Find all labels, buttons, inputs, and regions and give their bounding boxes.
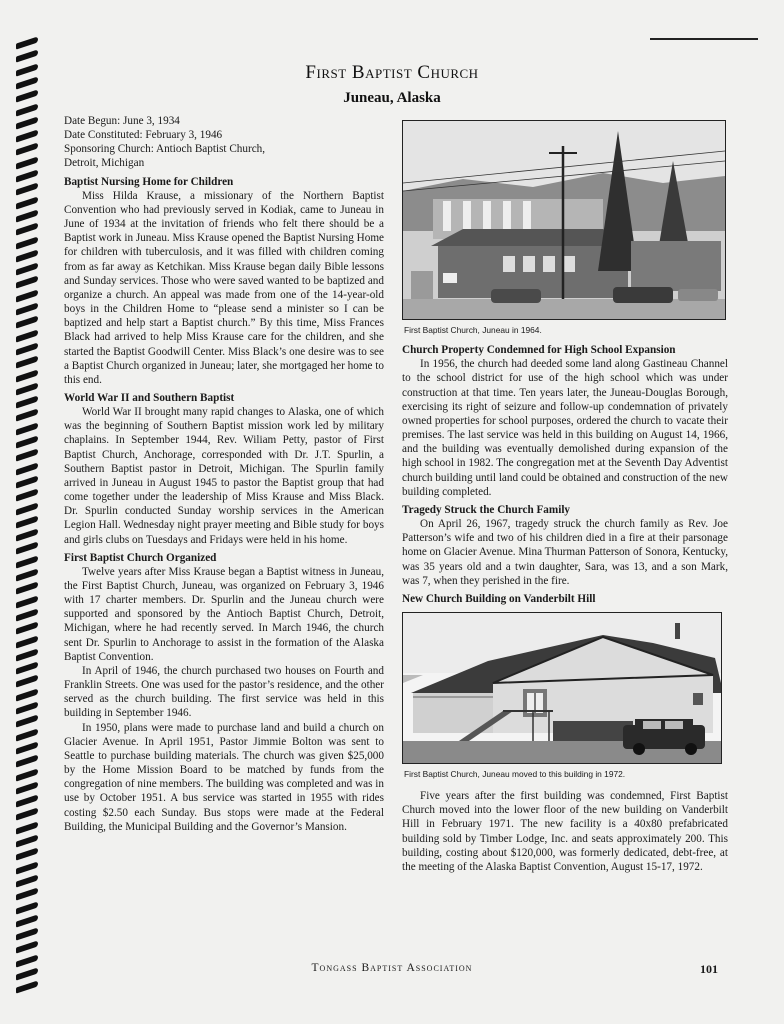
section-heading: Church Property Condemned for High School Expansion: [402, 344, 676, 357]
date-begun: Date Begun: June 3, 1934: [64, 115, 180, 127]
binding-coil: [16, 302, 38, 315]
binding-coil: [16, 795, 38, 808]
page-title: First Baptist Church: [305, 62, 479, 83]
binding-coil: [16, 223, 38, 236]
binding-coil: [16, 914, 38, 927]
section-heading: New Church Building on Vanderbilt Hill: [402, 592, 596, 605]
sponsoring-church-location: Detroit, Michigan: [64, 157, 145, 170]
binding-coil: [16, 422, 38, 435]
binding-coil: [16, 568, 38, 581]
binding-coil: [16, 941, 38, 954]
binding-coil: [16, 156, 38, 169]
section-paragraph: World War II brought many rapid changes to Alaska, one of which was the beginning of Southern Baptist mission work led by military chaplains. In September 1944, Rev. Wiliam Petty, pastor of First Baptist Church, Anchorage, corresponded with Dr. J.T. Spurlin, a Southern Baptist pastor in Detroit, Michigan. The Spurlin family arrived in Juneau in August 1945 to pastor the Baptist group that had come together under the leadership of Miss Krause and Miss Black. Dr. Spurlin conducted Sunday worship services in the American Legion Hall. Wednesday night prayer meeting and Bible study for boys and girls clubs on Tuesdays and Fridays were held in his home.: [64, 406, 384, 546]
binding-coil: [16, 329, 38, 342]
section-paragraph: Miss Hilda Krause, a missionary of the Northern Baptist Convention who had previously served in Kodiak, came to Juneau in June of 1934 at the invitation of friends who felt there should be a Baptist work in Juneau. Miss Krause opened the Baptist Nursing Home for children with tuberculosis, and it was filled with children coming from as far away as Ketchikan. Miss Krause began daily Bible lessons and Sunday services. Those who were saved wanted to be baptized and organize a church. An appeal was made from one of the 14-year-old boys in the Children Home to “please send a minister so I can be baptized and help start a Baptist church.” By this time, Miss Frances Black had arrived to help Miss Krause care for the children, and she started the Baptist Goodwill Center. Miss Black’s one desire was to see a Baptist Church organized in Juneau; later, she mortgaged her home to this end.: [64, 189, 384, 386]
section-paragraph: In 1956, the church had deeded some land along Gastineau Channel to the school district for use of the high school which was under construction at that time. Ten years later, the Juneau-Douglas Borough, exercising its right of seizure and follow-up condemnation of privately owned properties for school purposes, ordered the church to vacate their premises. The last service was held in this building on August 14, 1966, and the building was eventually demolished during expansion of the high school in 1982. The congregation met at the Seventh Day Adventist church building until land could be obtained and construction of the new building completed.: [402, 358, 728, 498]
binding-coil: [16, 409, 38, 422]
binding-coil: [16, 542, 38, 555]
binding-coil: [16, 741, 38, 754]
binding-coil: [16, 236, 38, 249]
section-heading: World War II and Southern Baptist: [64, 391, 235, 404]
binding-coil: [16, 169, 38, 182]
binding-coil: [16, 489, 38, 502]
binding-coil: [16, 808, 38, 821]
footer-organization: Tongass Baptist Association: [311, 962, 473, 974]
binding-coil: [16, 209, 38, 222]
binding-coil: [16, 688, 38, 701]
binding-coil: [16, 821, 38, 834]
binding-coil: [16, 662, 38, 675]
binding-coil: [16, 834, 38, 847]
left-column: [64, 114, 384, 834]
binding-coil: [16, 874, 38, 887]
binding-coil: [16, 502, 38, 515]
binding-coil: [16, 529, 38, 542]
binding-coil: [16, 608, 38, 621]
page-subtitle: Juneau, Alaska: [343, 90, 441, 106]
binding-coil: [16, 116, 38, 129]
section-heading: Tragedy Struck the Church Family: [402, 503, 571, 516]
binding-coil: [16, 435, 38, 448]
binding-coil: [16, 888, 38, 901]
binding-coil: [16, 462, 38, 475]
binding-coil: [16, 183, 38, 196]
section-paragraph: In 1950, plans were made to purchase land and build a church on Glacier Avenue. In April 1951, Pastor Jimmie Bolton was sent to Seattle to purchase building materials. The church was given $25,000 by the Home Mission Board to be matched by funds from the congregation of nine members. The building was completed and was in use by October 1951. A bus service was started in 1955 with rides costing $2.50 each Sunday. Bus stops were made at the Federal Building, the Municipal Building and the Governor’s Mansion.: [64, 721, 384, 833]
section-heading: First Baptist Church Organized: [64, 551, 217, 564]
binding-coil: [16, 36, 38, 49]
binding-coil: [16, 342, 38, 355]
closing-paragraph: Five years after the first building was condemned, First Baptist Church moved into the lower floor of the new building on Vanderbilt Hill in February 1971. The new facility is a 40x80 prefabricated building sold by Timber Lodge, Inc. and seats approximately 200. This building, costing about $120,000, was formerly dedicated, debt-free, at the meeting of the Alaska Baptist Convention, August 15-17, 1972.: [402, 790, 728, 873]
binding-coil: [16, 928, 38, 941]
binding-coil: [16, 316, 38, 329]
binding-coil: [16, 781, 38, 794]
binding-coil: [16, 701, 38, 714]
binding-coil: [16, 728, 38, 741]
binding-coil: [16, 595, 38, 608]
photo-caption: First Baptist Church, Juneau in 1964.: [404, 325, 542, 335]
binding-coil: [16, 475, 38, 488]
page-number: 101: [700, 962, 718, 976]
binding-coil: [16, 356, 38, 369]
section-paragraph: In April of 1946, the church purchased two houses on Fourth and Franklin Streets. One was used for the pastor’s residence, and the other served as the church building. The first service was held in this building in September 1946.: [64, 664, 384, 720]
binding-coil: [16, 848, 38, 861]
church-1964-photo: [402, 120, 726, 320]
binding-coil: [16, 981, 38, 994]
binding-coil: [16, 768, 38, 781]
right-column: [402, 120, 728, 874]
binding-coil: [16, 755, 38, 768]
binding-coil: [16, 861, 38, 874]
binding-coil: [16, 675, 38, 688]
binding-coil: [16, 901, 38, 914]
sponsoring-church: Sponsoring Church: Antioch Baptist Church,: [64, 143, 266, 156]
binding-coil: [16, 715, 38, 728]
section-heading: Baptist Nursing Home for Children: [64, 175, 234, 188]
binding-coil: [16, 555, 38, 568]
binding-coil: [16, 369, 38, 382]
binding-coil: [16, 622, 38, 635]
binding-coil: [16, 263, 38, 276]
binding-coil: [16, 289, 38, 302]
binding-coil: [16, 196, 38, 209]
binding-coil: [16, 449, 38, 462]
top-rule: [650, 38, 758, 40]
binding-coil: [16, 249, 38, 262]
binding-coil: [16, 50, 38, 63]
spiral-binding: [14, 40, 40, 1000]
binding-coil: [16, 396, 38, 409]
binding-coil: [16, 130, 38, 143]
binding-coil: [16, 382, 38, 395]
church-1972-photo: [402, 612, 722, 764]
binding-coil: [16, 515, 38, 528]
photo-caption: First Baptist Church, Juneau moved to this building in 1972.: [404, 768, 626, 779]
binding-coil: [16, 276, 38, 289]
binding-coil: [16, 635, 38, 648]
section-paragraph: On April 26, 1967, tragedy struck the church family as Rev. Joe Patterson’s wife and two of his children died in a fire at their parsonage home on Glacier Avenue. Mina Thurman Patterson of Sonora, Kentucky, was 35 years old and a twin daughter, Sara, was 13, and a son Mark, was 7, when they perished in the fire.: [402, 518, 728, 587]
binding-coil: [16, 648, 38, 661]
section-paragraph: Twelve years after Miss Krause began a Baptist witness in Juneau, the First Baptist Church, Juneau, was organized on February 3, 1946 with 17 charter members. Dr. Spurlin and the Juneau church were supported and sponsored by the Antioch Baptist Church, Detroit, Michigan, where he had recently served. In March 1946, the church sent Dr. Spurlin to Anchorage to assist in the formation of the Alaska Baptist Convention.: [64, 565, 384, 663]
date-constituted: Date Constituted: February 3, 1946: [64, 129, 223, 142]
binding-coil: [16, 582, 38, 595]
binding-coil: [16, 143, 38, 156]
